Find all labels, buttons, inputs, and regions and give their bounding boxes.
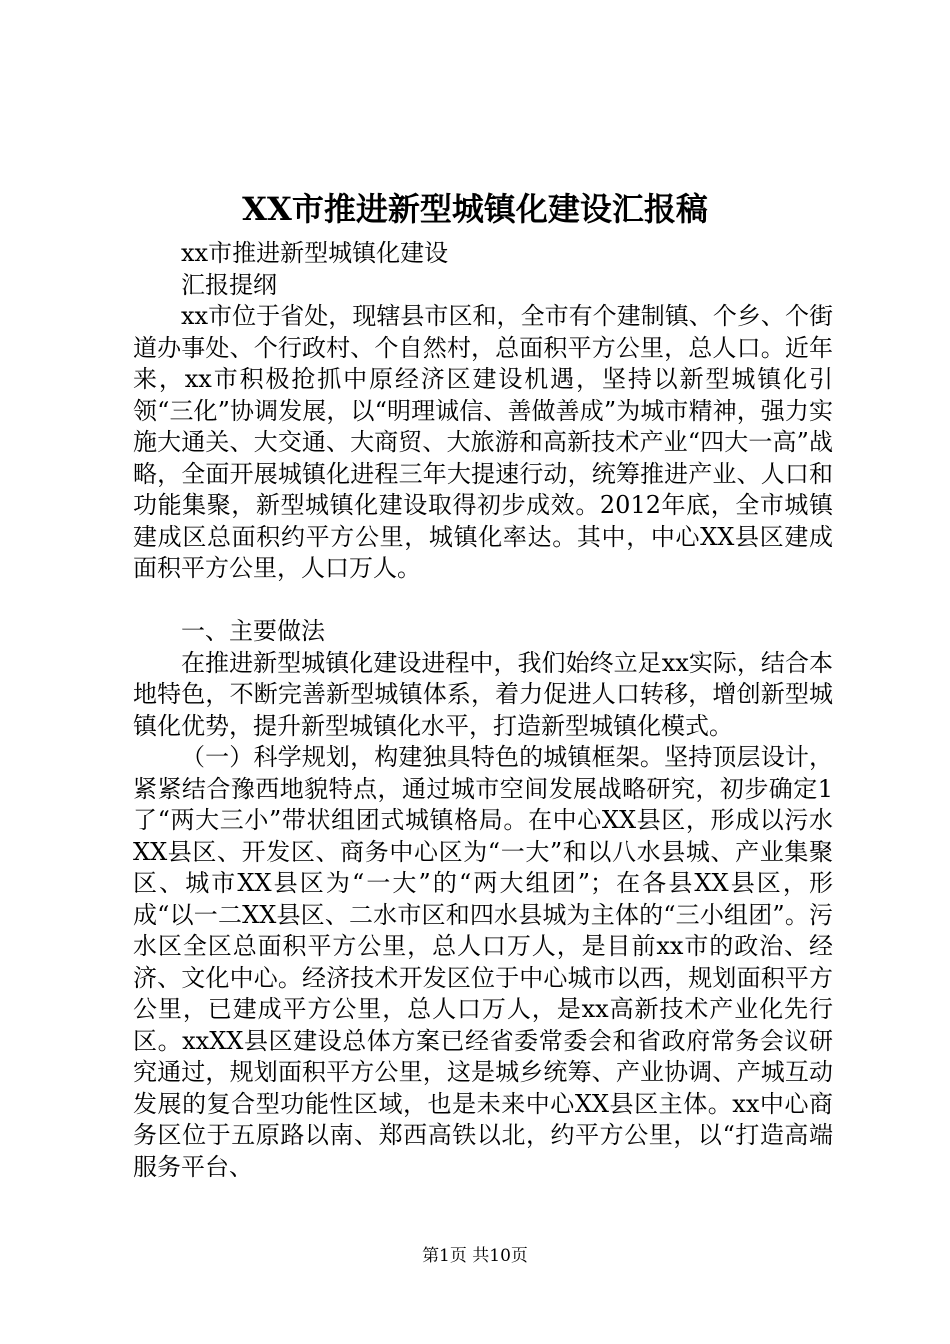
section-heading: 一、主要做法	[181, 617, 325, 645]
outline-heading: 汇报提纲	[181, 270, 277, 299]
page-footer: 第1页 共10页	[422, 1246, 528, 1266]
document-title: XX市推进新型城镇化建设汇报稿	[242, 190, 708, 228]
subtitle-line: xx市推进新型城镇化建设	[181, 239, 449, 267]
body-paragraph: 在推进新型城镇化建设进程中，我们始终立足xx实际，结合本地特色，不断完善新型城镇体系，着力促进人口转移，增创新型城镇化优势，提升新型城镇化水平，打造新型城镇化模式。	[133, 648, 833, 740]
body-paragraph: xx市位于省处，现辖县市区和，全市有个建制镇、个乡、个街道办事处、个行政村、个自然村，总面积平方公里，总人口。近年来，xx市积极抢抓中原经济区建设机遇，坚持以新型城镇化引领“三化”协调发展，以“明理诚信、善做善成”为城市精神，强力实施大通关、大交通、大商贸、大旅游和高新技术产业“四大一高”战略，全面开展城镇化进程三年大提速行动，统筹推进产业、人口和功能集聚，新型城镇化建设取得初步成效。2012年底，全市城镇建成区总面积约平方公里，城镇化率达。其中，中心XX县区建成面积平方公里，人口万人。	[133, 302, 833, 582]
document-body	[133, 238, 833, 1183]
body-paragraph: （一）科学规划，构建独具特色的城镇框架。坚持顶层设计，紧紧结合豫西地貌特点，通过城市空间发展战略研究，初步确定1了“两大三小”带状组团式城镇格局。在中心XX县区，形成以污水XX县区、开发区、商务中心区为“一大”和以八水县城、产业集聚区、城市XX县区为“一大”的“两大组团”；在各县XX县区，形成“以一二XX县区、二水市区和四水县城为主体的“三小组团”。污水区全区总面积平方公里，总人口万人，是目前xx市的政治、经济、文化中心。经济技术开发区位于中心城市以西，规划面积平方公里，已建成平方公里，总人口万人，是xx高新技术产业化先行区。xxXX县区建设总体方案已经省委常委会和省政府常务会议研究通过，规划面积平方公里，这是城乡统筹、产业协调、产城互动发展的复合型功能性区域，也是未来中心XX县区主体。xx中心商务区位于五原路以南、郑西高铁以北，约平方公里，以“打造高端服务平台、	[133, 743, 833, 1181]
